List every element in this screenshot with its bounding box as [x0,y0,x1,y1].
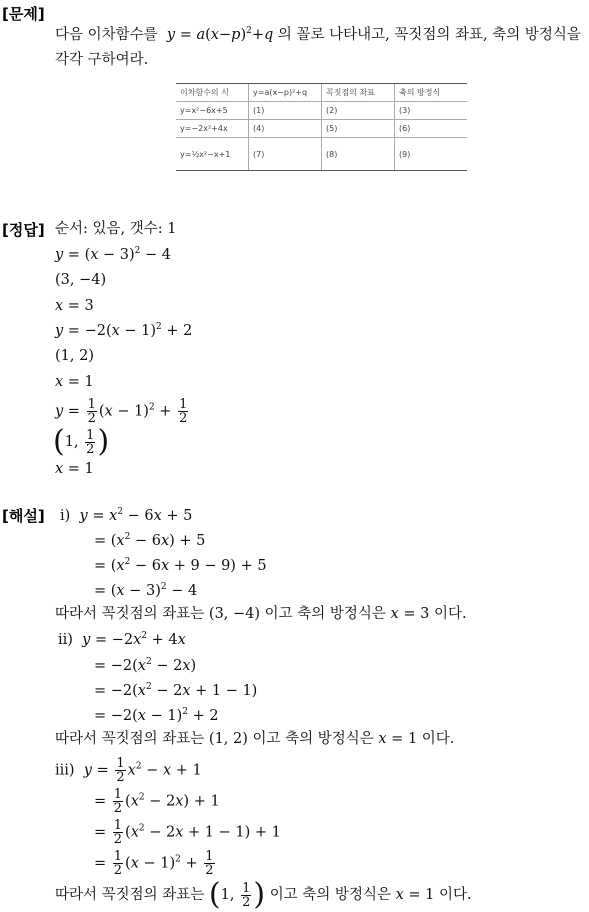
problem-tag: [문제] [2,5,45,23]
explanation-conclusion: 따라서 꼭짓점의 좌표는 (1, $\frac{1}{2}$ ) 이고 축의 방정식은 x = 1 이다. [55,877,472,912]
answer-line: $y = (x - 3)^2 - 4$ [55,246,171,263]
answer-line: y = $\frac{1}{2}$ $(x - 1)^2$ + $\frac{1}{2}$ [55,397,188,426]
answer-line: (1, 2) [55,348,94,364]
table-cell: y=x²−6x+5 [176,102,249,120]
table-row [176,102,467,120]
answer-line: (1, $\frac{1}{2}$ ) [53,424,110,459]
problem-table [176,83,467,171]
explanation-line: = $(x^2 - 6x + 9 - 9) + 5$ [94,557,267,574]
explanation-line: ⅰ) $y = x^2 - 6x + 5$ [60,507,193,524]
answer-line: $y = -2(x - 1)^2 + 2$ [55,322,193,339]
table-cell: (7) [249,138,322,171]
answer-line: x = 3 [55,298,94,314]
explanation-line: = $(x^2 - 6x) + 5$ [94,532,206,549]
explanation-line: = $-2(x - 1)^2 + 2$ [94,707,219,724]
answer-line: (3, −4) [55,272,107,288]
table-header: 꼭짓점의 좌표 [322,84,395,102]
table-row [176,138,467,171]
explanation-line: = $-2(x^2 - 2x)$ [94,657,197,674]
table-cell: (2) [322,102,395,120]
table-cell: (5) [322,120,395,138]
explanation-line: = $-2(x^2 - 2x + 1 - 1)$ [94,682,258,699]
explanation-line: ⅲ) y = $\frac{1}{2}$ $x^2 - x + 1$ [55,756,202,785]
table-cell: (4) [249,120,322,138]
table-cell: (3) [395,102,468,120]
answer-tag: [정답] [2,221,45,239]
explanation-line: = $\frac{1}{2}$ $(x^2 - 2x) + 1$ [94,787,220,816]
problem-line-2: 각각 구하여라. [55,52,149,68]
table-cell: y=−2x²+4x [176,120,249,138]
table-cell: y=½x²−x+1 [176,138,249,171]
table-cell: (6) [395,120,468,138]
table-cell: (8) [322,138,395,171]
table-header-row [176,84,467,102]
table-header: 이차함수의 식 [176,84,249,102]
answer-line: x = 1 [55,374,94,390]
answer-order-line: 순서: 있음, 갯수: 1 [55,221,177,237]
answer-line: x = 1 [55,461,94,477]
table-header: 축의 방정식 [395,84,468,102]
explanation-conclusion: 따라서 꼭짓점의 좌표는 (3, −4) 이고 축의 방정식은 x = 3 이다. [55,606,467,622]
explanation-line: ⅱ) $y = -2x^2 + 4x$ [58,631,186,648]
explanation-line: = $\frac{1}{2}$ $(x^2 - 2x + 1 - 1) + 1$ [94,818,281,847]
explanation-line: = $(x - 3)^2 - 4$ [94,582,198,599]
table-cell: (9) [399,149,411,159]
table-row [176,120,467,138]
explanation-tag: [해설] [2,507,45,525]
table-cell: (1) [249,102,322,120]
explanation-conclusion: 따라서 꼭짓점의 좌표는 (1, 2) 이고 축의 방정식은 x = 1 이다. [55,731,455,747]
problem-line-1: 다음 이차함수를 $y = a(x-p)^2+q$ 의 꼴로 나타내고, 꼭짓점의 좌표, 축의 방정식을 [55,26,581,43]
table-header: y=a(x−p)²+q [249,84,322,102]
explanation-line: = $\frac{1}{2}$ $(x - 1)^2$ + $\frac{1}{2}$ [94,849,214,878]
